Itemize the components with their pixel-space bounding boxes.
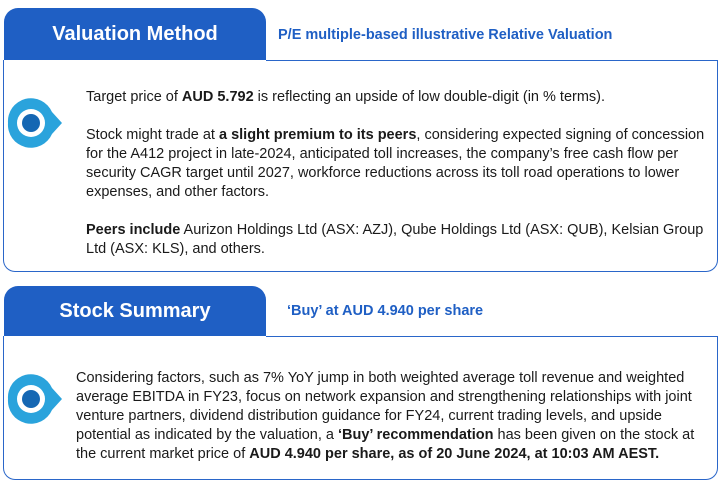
premium-paragraph — [86, 126, 714, 202]
stock-summary-tab — [4, 286, 266, 336]
stock-summary-section — [0, 286, 720, 480]
text-segment: Stock might trade at — [86, 127, 219, 143]
stock-summary-title: Stock Summary — [59, 299, 211, 322]
map-pin-icon — [4, 372, 66, 426]
target-price-paragraph — [86, 88, 714, 107]
target-price-value: AUD 5.792 — [181, 89, 254, 105]
buy-recommendation: ‘Buy’ recommendation — [337, 427, 494, 443]
text-segment: has been given on the stock at the current market price of — [76, 427, 695, 462]
text-segment: Considering factors, such as 7% YoY jump in both weighted average toll revenue and weighted average EBITDA in FY23, focus on network expansion and strengthening relationships with joint venture partners, dividend distribution guidance for FY24, current trading levels, and upside potential as indicated by the valuation, a — [76, 370, 692, 443]
text-segment: is reflecting an upside of low double-digit (in % terms). — [253, 89, 606, 105]
text-segment: , considering expected signing of concession for the A412 project in late-2024, anticipated toll increases, the company’s free cash flow per security CAGR target until 2027, workforce reductions across its toll road operations to lower expenses, and other factors. — [86, 127, 705, 200]
summary-text — [76, 369, 714, 464]
valuation-method-section — [0, 8, 720, 272]
summary-subtitle: ‘Buy’ at AUD 4.940 per share — [287, 303, 484, 319]
valuation-subtitle: P/E multiple-based illustrative Relative Valuation — [278, 27, 613, 43]
peers-list: Aurizon Holdings Ltd (ASX: AZJ), Qube Holdings Ltd (ASX: QUB), Kelsian Group Ltd (ASX: KLS), and others. — [86, 222, 704, 257]
text-segment: Target price of — [86, 89, 182, 105]
premium-highlight: a slight premium to its peers — [218, 127, 417, 143]
price-and-date: AUD 4.940 per share, as of 20 June 2024, at 10:03 AM AEST. — [249, 446, 660, 462]
valuation-text — [86, 88, 714, 259]
peers-label: Peers include — [86, 222, 181, 238]
valuation-method-title: Valuation Method — [52, 22, 218, 45]
recommendation-paragraph — [76, 369, 714, 464]
valuation-method-tab — [4, 8, 266, 60]
peers-paragraph — [86, 221, 714, 259]
map-pin-icon — [4, 96, 66, 150]
